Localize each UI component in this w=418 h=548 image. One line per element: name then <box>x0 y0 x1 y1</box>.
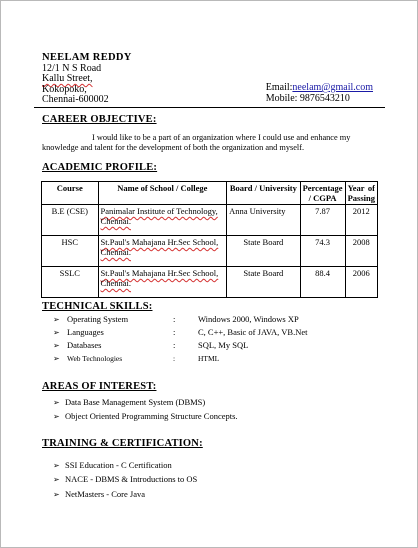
skills-heading: TECHNICAL SKILLS: <box>42 301 153 312</box>
cell-year: 2006 <box>345 267 377 298</box>
cell-year: 2012 <box>345 205 377 236</box>
email-line <box>266 83 373 94</box>
cell-board: State Board <box>227 267 300 298</box>
arrow-bullet-icon: ➢ <box>53 412 60 421</box>
table-row <box>42 205 378 236</box>
list-item: ➢ Operating System : Windows 2000, Windows XP <box>53 314 299 324</box>
skill-value: Windows 2000, Windows XP <box>198 314 299 324</box>
col-percentage: Percentage / CGPA <box>300 182 345 205</box>
arrow-bullet-icon: ➢ <box>53 475 60 484</box>
skill-label: Operating System <box>67 314 129 324</box>
list-item: ➢ Web Technologies : HTML <box>53 354 220 363</box>
arrow-bullet-icon: ➢ <box>53 398 60 407</box>
cell-school: St.Paul's Mahajana Hr.Sec School, Chennai. <box>98 267 227 298</box>
table-row <box>42 236 378 267</box>
skill-label: Databases <box>67 340 102 350</box>
list-item: ➢ NACE - DBMS & Introductions to OS <box>53 474 198 484</box>
address-line-3: Kokopoko, <box>42 83 87 95</box>
email-label: Email: <box>265 82 293 93</box>
skill-value: C, C++, Basic of JAVA, VB.Net <box>198 327 308 337</box>
objective-text: I would like to be a part of an organization where I could use and enhance my knowledge and talent for the development of both the organization and myself. <box>42 133 351 152</box>
col-year: Year of Passing <box>345 182 377 205</box>
cell-percentage: 74.3 <box>300 236 345 267</box>
skill-label: Web Technologies <box>67 354 123 363</box>
col-course: Course <box>42 182 99 205</box>
arrow-bullet-icon: ➢ <box>53 328 60 337</box>
arrow-bullet-icon: ➢ <box>53 315 60 324</box>
academic-table <box>41 181 378 298</box>
skill-value: HTML <box>198 354 220 363</box>
header-divider <box>34 107 385 108</box>
skill-value: SQL, My SQL <box>198 340 249 350</box>
interest-heading: AREAS OF INTEREST: <box>42 381 157 392</box>
col-school: Name of School / College <box>98 182 227 205</box>
list-item: ➢ Databases : SQL, My SQL <box>53 340 249 350</box>
col-board: Board / University <box>227 182 300 205</box>
skill-label: Languages <box>67 327 104 337</box>
arrow-bullet-icon: ➢ <box>53 490 60 499</box>
list-item: ➢ Object Oriented Programming Structure Concepts. <box>53 411 238 421</box>
objective-heading: CAREER OBJECTIVE: <box>42 114 157 125</box>
academic-heading: ACADEMIC PROFILE: <box>42 162 158 173</box>
arrow-bullet-icon: ➢ <box>53 461 60 470</box>
list-item: ➢ Data Base Management System (DBMS) <box>53 397 206 407</box>
cell-course: HSC <box>42 236 99 267</box>
cell-board: Anna University <box>227 205 300 236</box>
candidate-name: NEELAM REDDY <box>42 52 132 63</box>
header-block <box>42 53 132 106</box>
list-item: ➢ SSI Education - C Certification <box>53 460 172 470</box>
address-line-4: Chennai-600002 <box>42 94 109 105</box>
cell-year: 2008 <box>345 236 377 267</box>
cell-school: Panimalar Institute of Technology, Chennai. <box>98 205 227 236</box>
contact-block <box>266 83 373 104</box>
list-item: ➢ NetMasters - Core Java <box>53 489 146 499</box>
address-line-1: 12/1 N S Road <box>42 62 102 74</box>
cell-percentage: 88.4 <box>300 267 345 298</box>
cell-course: B.E (CSE) <box>42 205 99 236</box>
training-heading: TRAINING & CERTIFICATION: <box>42 438 203 449</box>
academic-table-header <box>42 182 378 205</box>
mobile-line: Mobile: 9876543210 <box>265 92 350 104</box>
cell-board: State Board <box>227 236 300 267</box>
arrow-bullet-icon: ➢ <box>53 354 60 363</box>
address-line-2: Kallu Street, <box>42 73 93 84</box>
arrow-bullet-icon: ➢ <box>53 341 60 350</box>
table-row <box>42 267 378 298</box>
list-item: ➢ Languages : C, C++, Basic of JAVA, VB.Net <box>53 327 308 337</box>
email-link[interactable]: neelam@gmail.com <box>292 82 373 93</box>
cell-percentage: 7.87 <box>300 205 345 236</box>
cell-course: SSLC <box>42 267 99 298</box>
cell-school: St.Paul's Mahajana Hr.Sec School, Chennai. <box>98 236 227 267</box>
